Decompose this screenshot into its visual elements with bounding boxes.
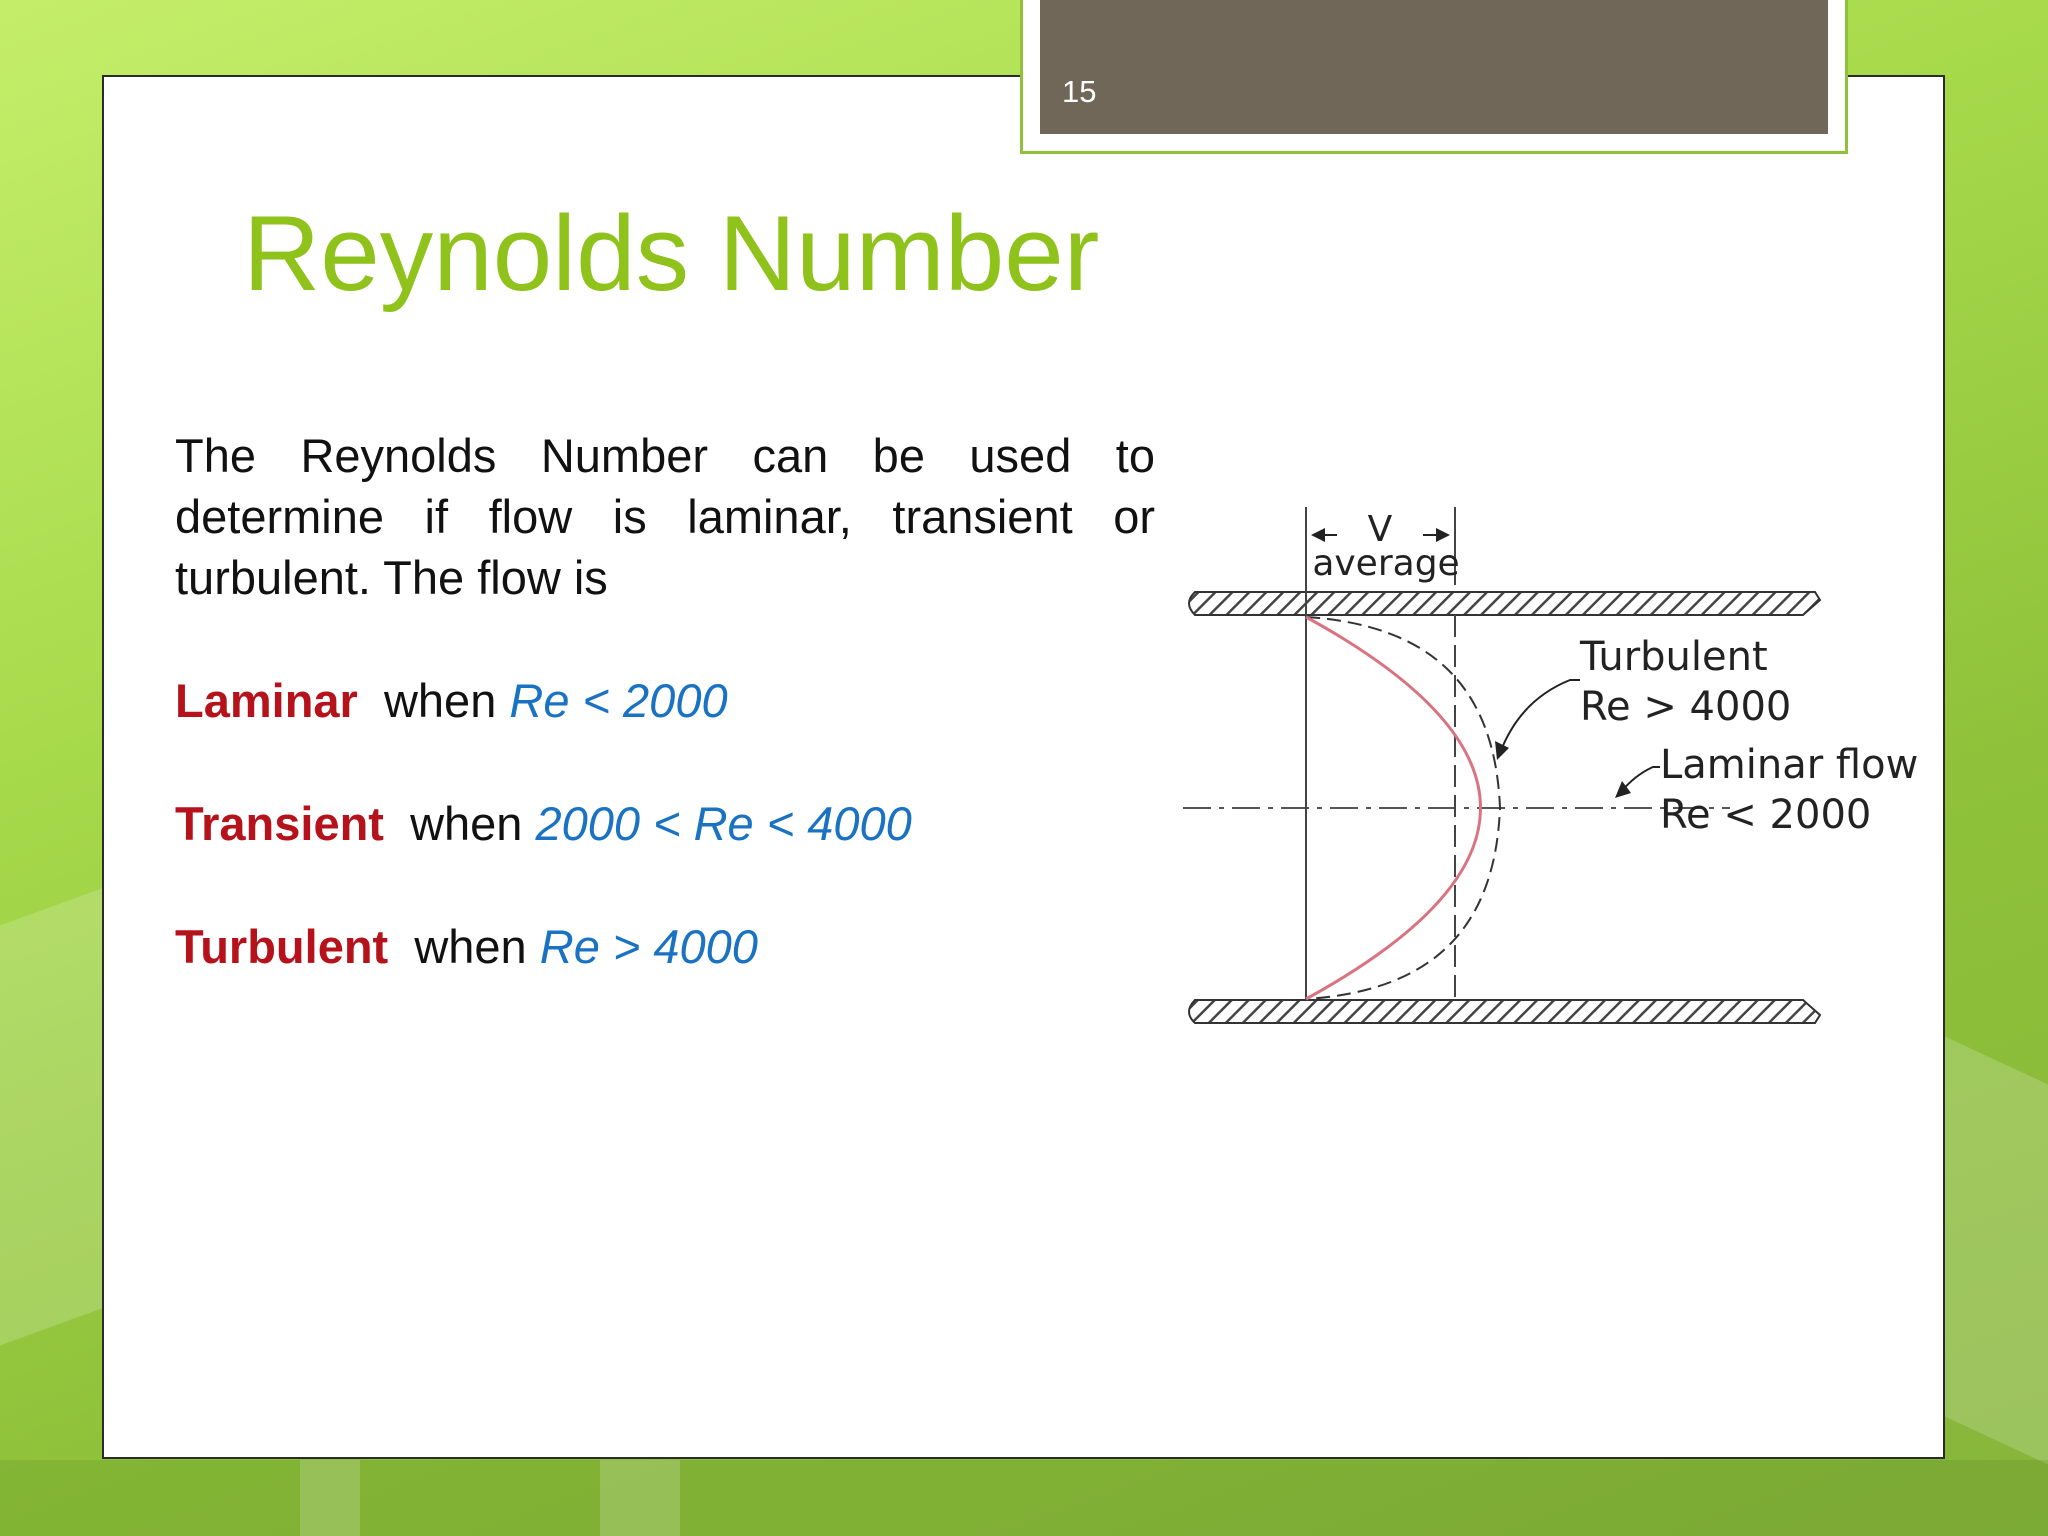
condition-laminar bbox=[175, 670, 728, 731]
slide-title: Reynolds Number bbox=[243, 193, 1100, 313]
condition-transient bbox=[175, 793, 912, 854]
condition-expression: Re < 2000 bbox=[509, 674, 728, 727]
turbulent-leader bbox=[1500, 680, 1580, 753]
laminar-re-label: Re < 2000 bbox=[1660, 792, 1872, 838]
condition-word: when bbox=[414, 920, 527, 973]
condition-term: Turbulent bbox=[175, 920, 389, 973]
slide-number: 15 bbox=[1062, 74, 1097, 109]
condition-expression: 2000 < Re < 4000 bbox=[535, 797, 912, 850]
background-facet bbox=[600, 1460, 680, 1536]
condition-term: Laminar bbox=[175, 674, 358, 727]
pipe-flow-diagram bbox=[1175, 495, 1919, 1040]
condition-turbulent bbox=[175, 916, 758, 977]
condition-term: Transient bbox=[175, 797, 384, 850]
condition-expression: Re > 4000 bbox=[539, 920, 758, 973]
condition-word: when bbox=[410, 797, 523, 850]
average-label: average bbox=[1312, 543, 1460, 584]
intro-paragraph: The Reynolds Number can be used to determine if flow is laminar, transient or turbulent. The flow is bbox=[175, 429, 1155, 604]
turbulent-re-label: Re > 4000 bbox=[1580, 684, 1792, 730]
background-facet bbox=[300, 1460, 360, 1536]
v-label: V bbox=[1367, 509, 1393, 550]
pipe-wall-bottom bbox=[1189, 1000, 1820, 1023]
turbulent-label: Turbulent bbox=[1580, 634, 1768, 680]
pipe-wall-top bbox=[1189, 592, 1820, 615]
slide-number-tab-fill bbox=[1040, 0, 1828, 134]
laminar-label: Laminar flow bbox=[1660, 742, 1919, 788]
condition-word: when bbox=[383, 674, 497, 727]
